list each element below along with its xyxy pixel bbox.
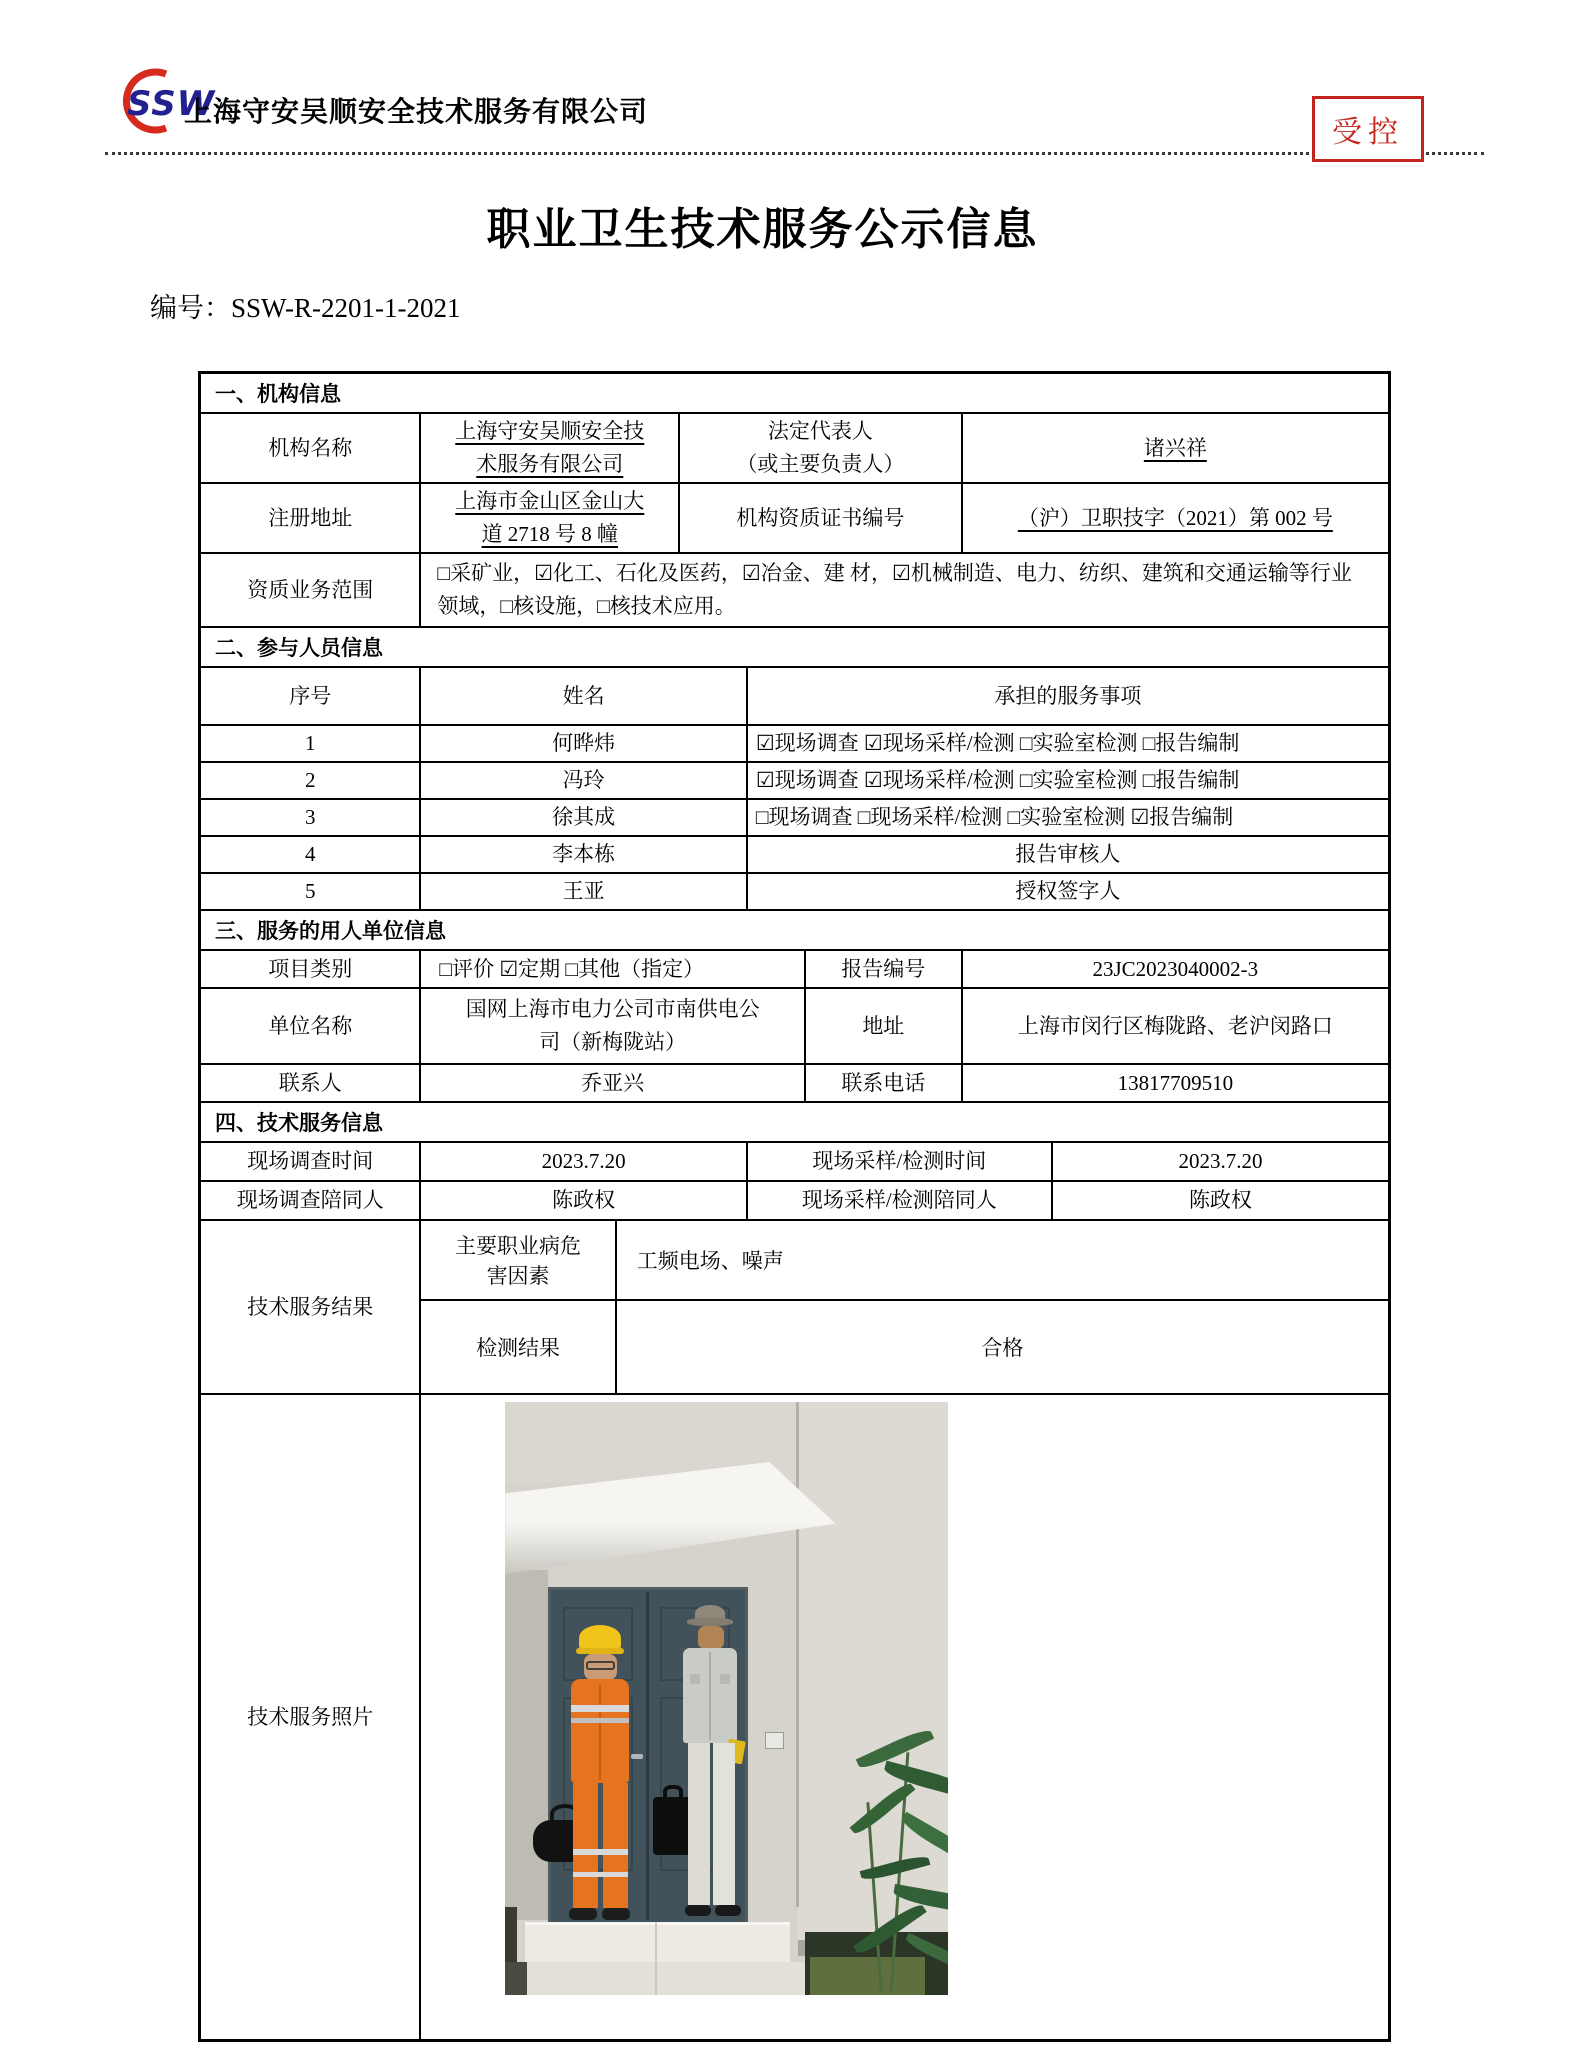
unit-addr-label: 地址: [804, 989, 961, 1063]
reg-addr-label: 注册地址: [268, 505, 353, 530]
table-row: [201, 1141, 1388, 1180]
controlled-copy-stamp: 受控: [1312, 96, 1424, 162]
photo-worker-gray-leg: [713, 1743, 735, 1905]
photo-hat-brim: [687, 1618, 733, 1626]
photo-step-seam: [655, 1922, 657, 1995]
photo-briefcase-handle: [663, 1785, 683, 1801]
col-name: 姓名: [419, 668, 745, 724]
scope-label: 资质业务范围: [247, 577, 374, 602]
photo-reflective-stripe: [571, 1718, 629, 1723]
photo-door-handle: [631, 1754, 643, 1759]
service-result-detail: [419, 1221, 1388, 1393]
survey-time-value: 2023.7.20: [419, 1143, 745, 1180]
contact-value: 乔亚兴: [419, 1065, 804, 1101]
photo-switch-box: [765, 1732, 784, 1749]
photo-shoe: [685, 1905, 711, 1916]
doc-number: [150, 286, 1587, 325]
page-header: [0, 0, 1587, 160]
section-personnel-header: 二、参与人员信息: [201, 626, 1388, 666]
project-type-label: 项目类别: [268, 956, 353, 981]
personnel-row: [201, 872, 1388, 909]
photo-step: [525, 1922, 790, 1962]
service-photo: [505, 1402, 948, 1995]
table-row: [201, 482, 1388, 552]
col-services: 承担的服务事项: [746, 668, 1388, 724]
doc-number-value: SSW-R-2201-1-2021: [231, 293, 461, 323]
photo-briefcase: [653, 1797, 693, 1855]
person-no: 2: [304, 768, 316, 793]
table-row: [201, 552, 1388, 626]
person-no: 3: [304, 805, 316, 830]
table-row: [201, 412, 1388, 482]
service-result-label: 技术服务结果: [247, 1294, 374, 1319]
org-name-value: 上海守安吴顺安全技术服务有限公司: [419, 414, 678, 482]
person-no: 4: [304, 842, 316, 867]
project-type-value: □评价 ☑定期 □其他（指定）: [419, 951, 804, 987]
survey-escort-value: 陈政权: [419, 1182, 745, 1219]
person-name: 王亚: [419, 874, 745, 909]
org-name-label: 机构名称: [268, 435, 353, 460]
personnel-row: [201, 835, 1388, 872]
detect-result-value: 合格: [615, 1301, 1388, 1393]
photo-shirt-placket: [709, 1652, 711, 1740]
photo-shoe: [715, 1905, 741, 1916]
personnel-colhead-row: [201, 666, 1388, 724]
cert-no-label: 机构资质证书编号: [678, 484, 961, 552]
photo-reflective-stripe: [571, 1705, 629, 1712]
photo-left-edge: [505, 1962, 527, 1995]
hazard-row: [421, 1221, 1388, 1299]
service-photo-row: [201, 1393, 1388, 2039]
section-service-header: 四、技术服务信息: [201, 1101, 1388, 1141]
sampling-time-label: 现场采样/检测时间: [746, 1143, 1051, 1180]
cert-no-value: （沪）卫职技字（2021）第 002 号: [961, 484, 1388, 552]
photo-reflective-stripe: [573, 1872, 628, 1877]
logo-text: SSW: [127, 84, 216, 124]
unit-name-value: 国网上海市电力公司市南供电公司（新梅陇站）: [419, 989, 804, 1063]
table-row: [201, 1063, 1388, 1101]
company-name: 上海守安吴顺安全技术服务有限公司: [184, 97, 649, 128]
table-row: [201, 949, 1388, 987]
person-services: □现场调查 □现场采样/检测 □实验室检测 ☑报告编制: [746, 800, 1388, 835]
person-name: 冯玲: [419, 763, 745, 798]
person-no: 5: [304, 879, 316, 904]
service-photo-cell: [419, 1395, 1388, 2039]
photo-shirt-pocket: [690, 1674, 700, 1684]
contact-label: 联系人: [278, 1070, 342, 1095]
photo-shoe: [602, 1908, 630, 1920]
photo-shoe: [569, 1908, 597, 1920]
person-services: 报告审核人: [746, 837, 1388, 872]
photo-reflective-stripe: [573, 1849, 628, 1855]
doc-number-label: 编号：: [150, 293, 231, 323]
photo-left-edge: [505, 1907, 517, 1967]
person-services: ☑现场调查 ☑现场采样/检测 □实验室检测 □报告编制: [746, 763, 1388, 798]
sampling-time-value: 2023.7.20: [1051, 1143, 1388, 1180]
person-name: 何晔炜: [419, 726, 745, 761]
personnel-row: [201, 724, 1388, 761]
reg-addr-value: 上海市金山区金山大道 2718 号 8 幢: [419, 484, 678, 552]
col-no: 序号: [289, 683, 332, 708]
person-services: 授权签字人: [746, 874, 1388, 909]
section-org-header: 一、机构信息: [215, 382, 341, 406]
unit-addr-value: 上海市闵行区梅陇路、老沪闵路口: [961, 989, 1388, 1063]
photo-jacket-zip: [599, 1684, 601, 1780]
photo-glasses: [586, 1661, 615, 1670]
table-row: [201, 987, 1388, 1063]
person-name: 徐其成: [419, 800, 745, 835]
hazard-label: 主要职业病危害因素: [455, 1234, 582, 1288]
photo-shirt-pocket: [720, 1674, 730, 1684]
service-result-row: [201, 1219, 1388, 1393]
legal-rep-value: 诸兴祥: [961, 414, 1388, 482]
photo-grass: [810, 1957, 925, 1995]
header-divider: [105, 152, 1484, 155]
personnel-row: [201, 761, 1388, 798]
person-name: 李本栋: [419, 837, 745, 872]
sampling-escort-value: 陈政权: [1051, 1182, 1388, 1219]
report-table: [198, 371, 1391, 2042]
photo-worker-orange-leg: [603, 1783, 628, 1908]
photo-door-split: [646, 1592, 649, 1920]
service-photo-label: 技术服务照片: [247, 1704, 374, 1729]
person-services: ☑现场调查 ☑现场采样/检测 □实验室检测 □报告编制: [746, 726, 1388, 761]
detect-result-label: 检测结果: [476, 1336, 561, 1360]
legal-rep-label: 法定代表人 （或主要负责人）: [678, 414, 961, 482]
table-row: [201, 1180, 1388, 1219]
photo-wall-left: [505, 1570, 548, 1920]
photo-worker-orange-leg: [573, 1783, 598, 1908]
report-no-value: 23JC2023040002-3: [961, 951, 1388, 987]
sampling-escort-label: 现场采样/检测陪同人: [746, 1182, 1051, 1219]
page-title: 职业卫生技术服务公示信息: [486, 205, 1039, 254]
photo-worker-gray-leg: [688, 1743, 710, 1905]
survey-time-label: 现场调查时间: [247, 1149, 374, 1174]
person-no: 1: [304, 731, 316, 756]
scope-value: □采矿业，☑化工、石化及医药，☑冶金、建 材，☑机械制造、电力、纺织、建筑和交通运输等行业领域，□核设施，□核技术应用。: [419, 554, 1388, 626]
photo-building-corner: [796, 1402, 799, 1907]
section-client-header: 三、服务的用人单位信息: [201, 909, 1388, 949]
personnel-row: [201, 798, 1388, 835]
hazard-value: 工频电场、噪声: [615, 1221, 1388, 1299]
unit-name-label: 单位名称: [268, 1013, 353, 1038]
report-no-label: 报告编号: [804, 951, 961, 987]
phone-value: 13817709510: [961, 1065, 1388, 1101]
survey-escort-label: 现场调查陪同人: [236, 1188, 384, 1213]
photo-worker-gray-face: [698, 1626, 724, 1649]
phone-label: 联系电话: [804, 1065, 961, 1101]
detect-result-row: [421, 1299, 1388, 1393]
